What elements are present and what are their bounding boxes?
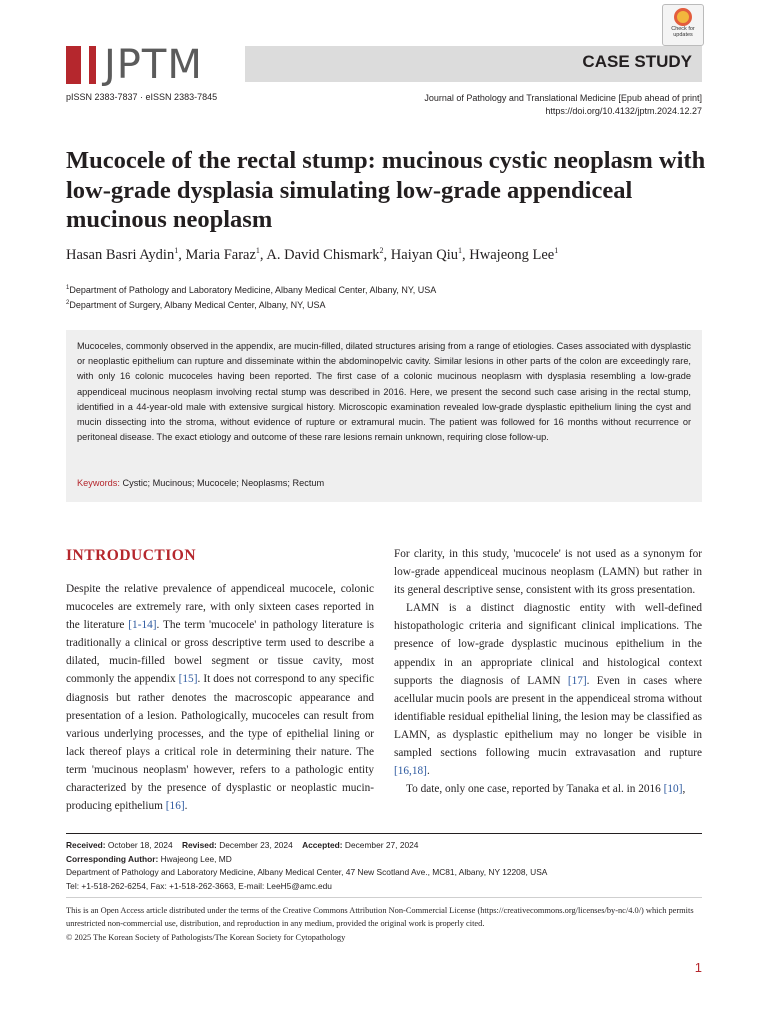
logo-text: JPTM: [104, 42, 203, 88]
dates-line: Received: October 18, 2024 Revised: December 23, 2024 Accepted: December 27, 2024: [66, 840, 419, 850]
journal-name: Journal of Pathology and Translational Medicine [Epub ahead of print]: [424, 93, 702, 103]
body-paragraph: Despite the relative prevalence of appendiceal mucocele, colonic mucoceles are extremely rare, with only sixteen cases reported in the literature [1-14]. The term 'mucocele' in pathology literature is traditionally a clinical or gross descriptive term used to describe a dilated, mucin-filled bowel segment or tissue cavity, most commonly the appendix [15]. It does not correspond to any specific diagnosis but rather denotes the macroscopic appearance and presentation of a lesion. Pathologically, mucoceles can result from various underlying processes, and the type of epithelial lining or lack thereof plays a critical role in determining their nature. The term 'mucinous neoplasm' however, refers to a pathologic entity characterized by the presence of dysplastic or neoplastic mucin-producing epithelium [16].: [66, 583, 374, 813]
body-paragraph: To date, only one case, reported by Tanaka et al. in 2016 [10],: [406, 783, 686, 796]
abstract-text: Mucoceles, commonly observed in the appendix, are mucin-filled, dilated structures arising from a range of etiologies. Cases associated with dysplastic or neoplastic epithelium can rupture and disseminate within the abdominopelvic cavity. Similar lesions in other parts of the colon are exceedingly rare, with only 16 colonic mucoceles having been reported. The first case of a colonic mucinous neoplasm with dysplasia resembling a low-grade appendiceal mucinous neoplasm involving rectal stump was described in 2016. Here, we present the second such case arising in the rectal stump, identified in a 44-year-old male with extensive surgical history. Microscopic examination revealed low-grade dysplastic epithelium lining the cyst and mucin dissecting into the stroma, without evidence of rupture or extramural mucin. The patient was followed for 16 months without recurrence or peritoneal disease. The exact etiology and outcome of these rare lesions remain unknown, requiring close follow-up.: [77, 341, 691, 443]
journal-logo: [66, 44, 203, 86]
license-divider: [66, 897, 702, 898]
section-label: CASE STUDY: [582, 52, 692, 71]
page-number: 1: [694, 960, 702, 975]
author-aff: 1: [174, 246, 179, 255]
logo-bar-icon: [89, 46, 96, 84]
copyright-text: © 2025 The Korean Society of Pathologists/The Korean Society for Cytopathology: [66, 932, 346, 942]
keywords-label: Keywords:: [77, 478, 120, 488]
body-paragraph: For clarity, in this study, 'mucocele' is not used as a synonym for low-grade appendiceal mucinous neoplasm (LAMN) but rather in its general descriptive sense, consistent with its gross presentation.: [394, 548, 702, 597]
corresponding-contact: Tel: +1-518-262-6254, Fax: +1-518-262-3663, E-mail: LeeH5@amc.edu: [66, 880, 332, 891]
author-name: Hasan Basri Aydin: [66, 246, 175, 263]
author-name: Maria Faraz: [185, 246, 256, 263]
journal-citation: [424, 92, 702, 118]
article-meta: [66, 839, 702, 893]
check-for-updates-badge[interactable]: [662, 4, 704, 46]
author-name: Haiyan Qiu: [390, 246, 459, 263]
badge-line1: Check for: [671, 26, 695, 32]
citation-link[interactable]: [16,18]: [394, 765, 427, 778]
citation-link[interactable]: [15]: [178, 673, 198, 686]
doi-link[interactable]: https://doi.org/10.4132/jptm.2024.12.27: [545, 106, 702, 116]
issn-line: pISSN 2383-7837 · eISSN 2383-7845: [66, 92, 218, 102]
body-paragraph: LAMN is a distinct diagnostic entity with well-defined histopathologic criteria and significant clinical implications. The presence of low-grade dysplastic mucinous epithelium in the appendix in an appropriate clinical and histological context supports the diagnosis of LAMN [17]. Even in cases where acellular mucin pools are present in the appendiceal stroma without identifiable residual epithelial lining, the lesion may be classified as LAMN, as dysplastic epithelium may no longer be visible in sampled sections following mucin extravasation and rupture [16,18].: [394, 602, 702, 778]
footer-divider: [66, 833, 702, 834]
badge-line2: updates: [673, 32, 693, 38]
logo-bar-icon: [66, 46, 81, 84]
author-aff: 1: [554, 246, 559, 255]
author-name: Hwajeong Lee: [469, 246, 555, 263]
affiliation-item: $^2$Department of Surgery, Albany Medical Center, Albany, NY, USA: [66, 300, 326, 310]
citation-link[interactable]: [1-14]: [128, 619, 157, 632]
citation-link[interactable]: [16]: [165, 800, 185, 813]
keywords-line: [77, 478, 324, 488]
corresponding-address: Department of Pathology and Laboratory Medicine, Albany Medical Center, 47 New Scotland Ave., MC81, Albany, NY 12208, USA: [66, 867, 548, 878]
author-name: A. David Chismark: [266, 246, 380, 263]
abstract-box: [66, 330, 702, 502]
body-column-left: [66, 580, 374, 815]
author-aff: 1: [255, 246, 260, 255]
author-aff: 2: [379, 246, 384, 255]
keywords-text: Cystic; Mucinous; Mucocele; Neoplasms; Rectum: [122, 478, 325, 488]
author-aff: 1: [458, 246, 463, 255]
author-list: Hasan Basri Aydin$^1$, Maria Faraz$^1$, A. David Chismark$^2$, Haiyan Qiu$^1$, Hwajeong Lee$^1$: [66, 246, 559, 263]
section-band: [245, 46, 702, 82]
affiliations: [66, 282, 436, 312]
license-block: [66, 904, 702, 944]
section-heading-introduction: INTRODUCTION: [66, 547, 197, 564]
article-title: Mucocele of the rectal stump: mucinous cystic neoplasm with low-grade dysplasia simulating low-grade appendiceal mucinous neoplasm: [66, 147, 706, 233]
license-text: This is an Open Access article distributed under the terms of the Creative Commons Attribution Non-Commercial License (https://creativecommons.org/licenses/by-nc/4.0/) which permits unrestricted non-commercial use, distribution, and reproduction in any medium, provided the original work is properly cited.: [66, 906, 694, 929]
citation-link[interactable]: [10]: [663, 783, 683, 796]
body-column-right: [394, 545, 702, 798]
check-updates-icon: [674, 8, 692, 26]
corresponding-author: Corresponding Author: Hwajeong Lee, MD: [66, 853, 232, 864]
citation-link[interactable]: [17]: [567, 674, 587, 687]
affiliation-item: $^1$Department of Pathology and Laboratory Medicine, Albany Medical Center, Albany, NY, USA: [66, 285, 437, 295]
